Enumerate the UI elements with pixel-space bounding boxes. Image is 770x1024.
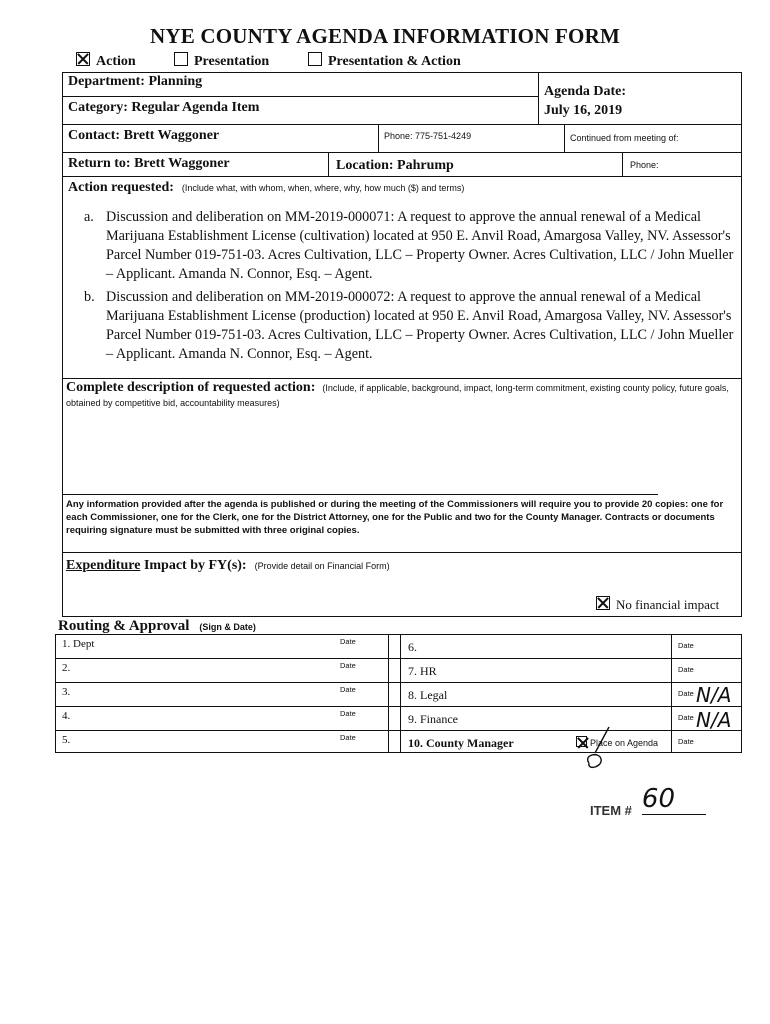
agenda-date-label: Agenda Date: — [544, 84, 627, 99]
frame-top-line — [62, 72, 742, 73]
row-line — [62, 176, 742, 177]
row-line — [62, 152, 742, 153]
action-item-b: b. Discussion and deliberation on MM-2019-000072: A request to approve the annual renewal of a Medical Marijuana Establishment License (production) located at 950 E. Anvil Road, Amargosa Valley, NV. Assessor's Parcel Number 019-751-03. Acres Cultivation, LLC – Property Owner. Acres Cultivation, LLC / John Mueller – Applicant. Amanda N. Connor, Esq. – Agent. — [84, 289, 734, 362]
date-label: Date — [340, 685, 356, 694]
item-label: ITEM # — [590, 803, 632, 818]
routing-left-5: 5. — [62, 734, 71, 746]
phone-field: Phone: 775-751-4249 — [384, 131, 472, 141]
date-label: Date — [340, 661, 356, 670]
no-financial-impact: No financial impact — [596, 596, 719, 613]
handwritten-na-finance: N/A — [696, 708, 732, 732]
routing-divider-a — [388, 635, 389, 752]
form-title: NYE COUNTY AGENDA INFORMATION FORM — [150, 24, 620, 48]
routing-row-line — [56, 658, 741, 659]
item-number: 60 — [641, 784, 675, 814]
routing-left-4: 4. — [62, 710, 71, 722]
item-underline — [642, 814, 706, 815]
routing-divider-c — [671, 635, 672, 752]
return-to-field: Return to: Brett Waggoner — [68, 156, 230, 171]
agenda-date-value: July 16, 2019 — [544, 103, 623, 118]
routing-header: Routing & Approval (Sign & Date) — [58, 618, 256, 634]
row-line — [62, 96, 538, 97]
option-presentation-action: Presentation & Action — [308, 52, 461, 70]
action-item-a: a. Discussion and deliberation on MM-2019-000071: A request to approve the annual renewal of a Medical Marijuana Establishment License (cultivation) located at 950 E. Anvil Road, Amargosa Valley, NV. Assessor's Parcel Number 019-751-03. Acres Cultivation, LLC – Property Owner. Acres Cultivation, LLC / John Mueller – Applicant. Amanda N. Connor, Esq. – Agent. — [84, 209, 734, 282]
date-label: Date — [678, 737, 694, 746]
option-action: Action — [76, 52, 136, 70]
date-label: Date — [340, 709, 356, 718]
section-line — [62, 378, 742, 379]
note-line — [62, 494, 658, 495]
description-header: Complete description of requested action: (Include, if applicable, background, impact, long-term commitment, existing county policy, future goals, obtained by competitive bid, accountability measures) — [66, 380, 729, 408]
date-label: Date — [678, 641, 694, 650]
option-presentation: Presentation — [174, 52, 269, 70]
routing-left-2: 2. — [62, 662, 71, 674]
agenda-date-divider — [538, 72, 539, 124]
routing-right-9: 9. Finance — [408, 712, 458, 726]
date-label: Date — [340, 637, 356, 646]
continued-divider — [564, 124, 565, 152]
date-label: Date — [340, 733, 356, 742]
date-label: Date — [678, 689, 694, 698]
frame-right-line — [741, 72, 742, 617]
routing-right-8: 8. Legal — [408, 688, 448, 702]
handwritten-initials-icon — [581, 723, 621, 773]
continued-field: Continued from meeting of: — [570, 133, 679, 143]
expenditure-header: Expenditure Impact by FY(s): (Provide detail on Financial Form) — [66, 558, 390, 573]
routing-table — [55, 634, 742, 753]
routing-right-7: 7. HR — [408, 664, 437, 678]
routing-row-line — [56, 706, 741, 707]
checkbox-checked-icon — [596, 596, 610, 610]
contact-field: Contact: Brett Waggoner — [68, 128, 220, 143]
date-label: Date — [678, 665, 694, 674]
checkbox-empty-icon — [308, 52, 322, 66]
date-label: Date — [678, 713, 694, 722]
routing-row-line — [56, 682, 741, 683]
item-number-block — [590, 784, 675, 822]
routing-right-6: 6. — [408, 640, 417, 654]
routing-left-3: 3. — [62, 686, 71, 698]
location-divider — [328, 152, 329, 176]
department-field: Department: Planning — [68, 74, 203, 89]
section-line — [62, 552, 742, 553]
action-requested-header: Action requested: (Include what, with whom, when, where, why, how much ($) and terms) — [68, 180, 465, 195]
routing-right-10: 10. County Manager — [408, 736, 514, 750]
frame-left-line — [62, 72, 63, 617]
routing-row-line — [56, 730, 741, 731]
handwritten-na-legal: N/A — [696, 683, 732, 707]
phone2-divider — [622, 152, 623, 176]
routing-left-1: 1. Dept — [62, 638, 95, 650]
place-on-agenda: Place on Agenda — [576, 736, 658, 748]
category-field: Category: Regular Agenda Item — [68, 100, 260, 115]
submission-note: Any information provided after the agenda is published or during the meeting of the Commissioners will require you to provide 20 copies: one for each Commissioner, one for the Clerk, one for the District Attorney, one for the Public and two for the County Manager. Contracts or documents requiring signature must be submitted with three original copies. — [66, 499, 724, 536]
row-line — [62, 124, 742, 125]
checkbox-empty-icon — [174, 52, 188, 66]
checkbox-checked-icon — [76, 52, 90, 66]
phone-divider — [378, 124, 379, 152]
phone2-field: Phone: — [630, 160, 659, 170]
location-field: Location: Pahrump — [336, 158, 454, 173]
routing-divider-b — [400, 635, 401, 752]
